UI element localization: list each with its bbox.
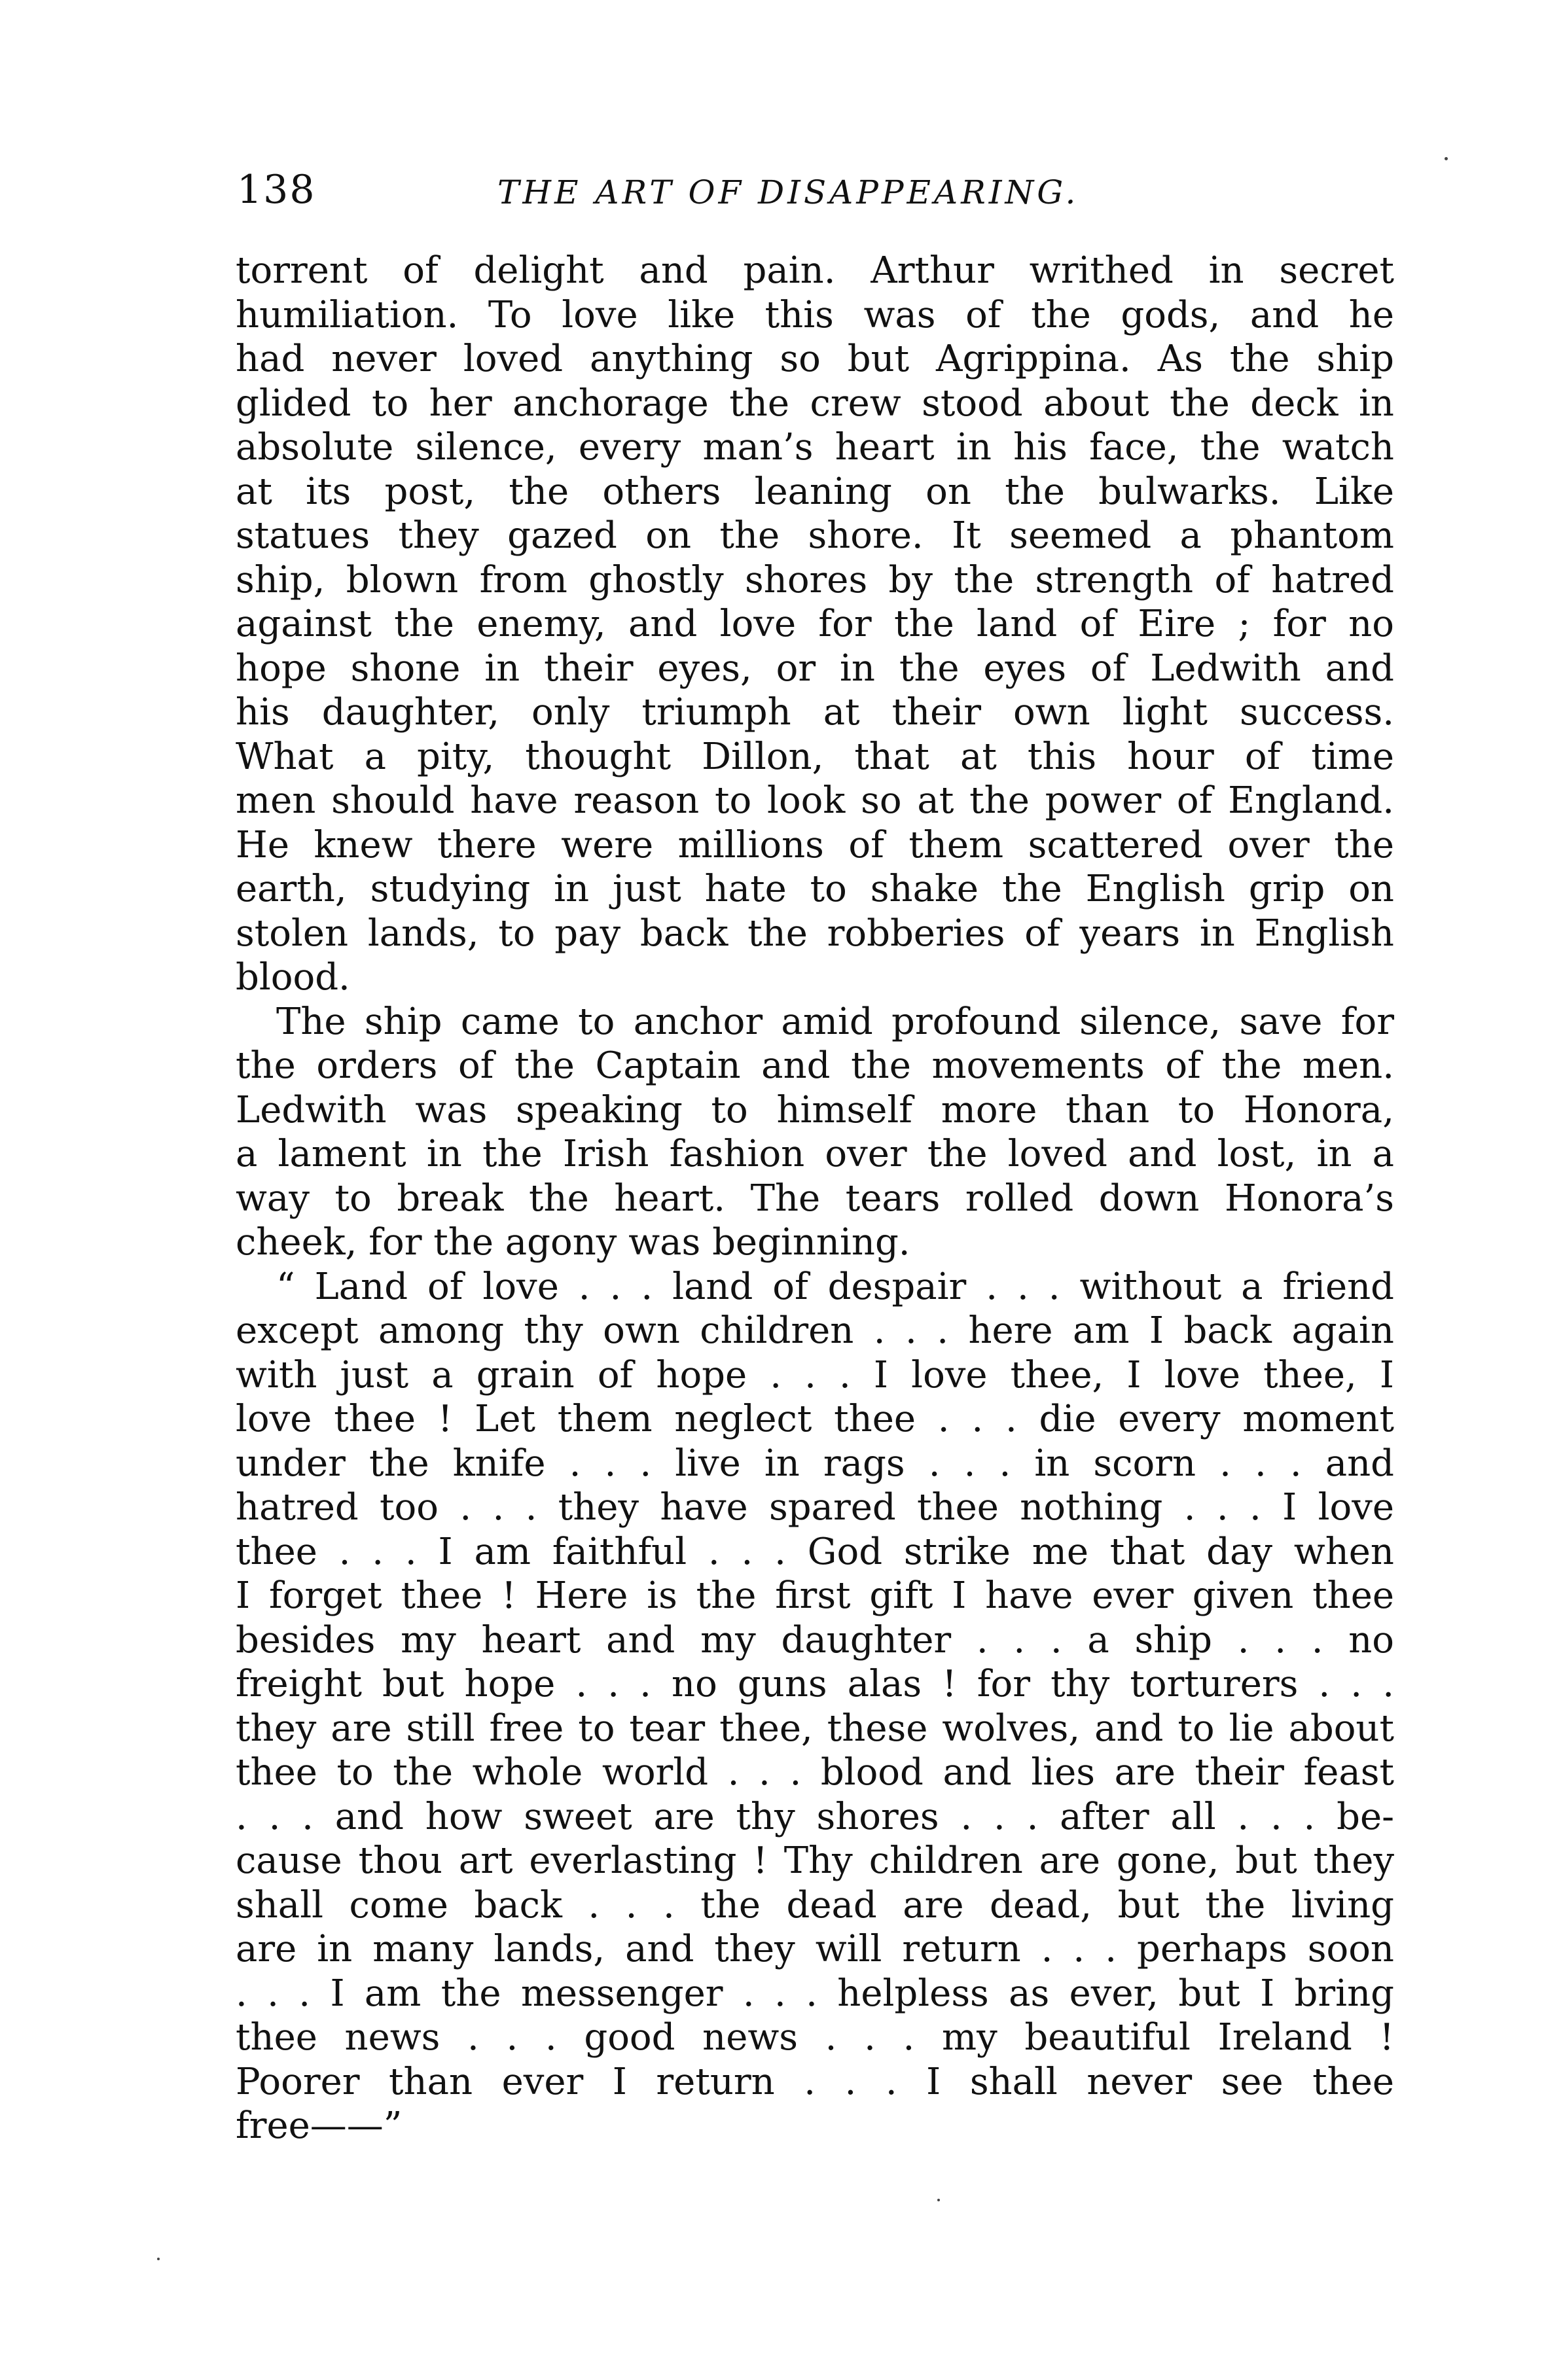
- text-line: way to break the heart. The tears rolled down Honora’s: [236, 1177, 1394, 1220]
- text-line: stolen lands, to pay back the robberies of years in English: [236, 912, 1394, 955]
- text-line: thee . . . I am faithful . . . God strike me that day when: [236, 1530, 1394, 1573]
- text-line: I forget thee ! Here is the first gift I have ever given thee: [236, 1574, 1394, 1617]
- text-line: thee news . . . good news . . . my beautiful Ireland !: [236, 2016, 1394, 2059]
- text-line: freight but hope . . . no guns alas ! for thy torturers . . .: [236, 1663, 1394, 1705]
- text-line: Ledwith was speaking to himself more than to Honora,: [236, 1088, 1394, 1131]
- running-head: [237, 164, 1394, 222]
- text-line: cheek, for the agony was beginning.: [236, 1221, 910, 1264]
- paper-speck: [157, 2258, 160, 2260]
- text-line: He knew there were millions of them scattered over the: [236, 823, 1394, 866]
- text-line: except among thy own children . . . here am I back again: [236, 1309, 1394, 1352]
- text-line: torrent of delight and pain. Arthur writhed in secret: [236, 249, 1394, 292]
- text-line: humiliation. To love like this was of the gods, and he: [236, 293, 1394, 336]
- text-line: under the knife . . . live in rags . . . in scorn . . . and: [236, 1442, 1394, 1485]
- text-line: against the enemy, and love for the land of Eire ; for no: [236, 603, 1394, 645]
- text-line: blood.: [236, 956, 350, 999]
- text-line: are in many lands, and they will return . . . perhaps soon: [236, 1928, 1394, 1970]
- text-line: they are still free to tear thee, these wolves, and to lie about: [236, 1707, 1394, 1750]
- text-line: hatred too . . . they have spared thee nothing . . . I love: [236, 1486, 1394, 1529]
- text-line: absolute silence, every man’s heart in his face, the watch: [236, 426, 1394, 469]
- paper-speck: [937, 2199, 940, 2201]
- text-line: his daughter, only triumph at their own light success.: [236, 691, 1394, 734]
- text-line: . . . I am the messenger . . . helpless as ever, but I bring: [236, 1972, 1394, 2015]
- text-line: thee to the whole world . . . blood and lies are their feast: [236, 1751, 1394, 1794]
- page-number: 138: [237, 167, 316, 213]
- text-line: statues they gazed on the shore. It seemed a phantom: [236, 514, 1394, 557]
- text-line: love thee ! Let them neglect thee . . . die every moment: [236, 1398, 1394, 1440]
- running-title: THE ART OF DISAPPEARING.: [497, 173, 1079, 211]
- text-line: glided to her anchorage the crew stood about the deck in: [236, 382, 1394, 425]
- paragraph: [236, 249, 1394, 1000]
- text-line: had never loved anything so but Agrippina. As the ship: [236, 338, 1394, 380]
- text-line: shall come back . . . the dead are dead, but the living: [236, 1883, 1394, 1927]
- text-line: . . . and how sweet are thy shores . . . after all . . . be-: [236, 1795, 1394, 1838]
- text-line: the orders of the Captain and the movements of the men.: [236, 1044, 1394, 1087]
- text-line: cause thou art everlasting ! Thy children are gone, but they: [236, 1839, 1394, 1882]
- text-line: earth, studying in just hate to shake the English grip on: [236, 868, 1394, 910]
- text-line: a lament in the Irish fashion over the loved and lost, in a: [236, 1133, 1394, 1175]
- text-line: What a pity, thought Dillon, that at this hour of time: [236, 735, 1394, 778]
- text-line: hope shone in their eyes, or in the eyes of Ledwith and: [236, 647, 1394, 690]
- text-line: free——”: [236, 2105, 403, 2147]
- text-line: with just a grain of hope . . . I love thee, I love thee, I: [236, 1353, 1394, 1396]
- paragraph: [236, 1265, 1394, 2148]
- text-line: The ship came to anchor amid profound silence, save for: [276, 1000, 1394, 1043]
- body-text: [236, 249, 1394, 2148]
- paragraph: [236, 1000, 1394, 1265]
- text-line: men should have reason to look so at the power of England.: [236, 779, 1394, 822]
- paper-speck: [1445, 157, 1448, 160]
- text-line: Poorer than ever I return . . . I shall never see thee: [236, 2060, 1394, 2103]
- text-line: ship, blown from ghostly shores by the strength of hatred: [236, 558, 1394, 601]
- text-line: “ Land of love . . . land of despair . . . without a friend: [276, 1265, 1394, 1308]
- text-line: besides my heart and my daughter . . . a ship . . . no: [236, 1618, 1394, 1661]
- text-line: at its post, the others leaning on the bulwarks. Like: [236, 470, 1394, 513]
